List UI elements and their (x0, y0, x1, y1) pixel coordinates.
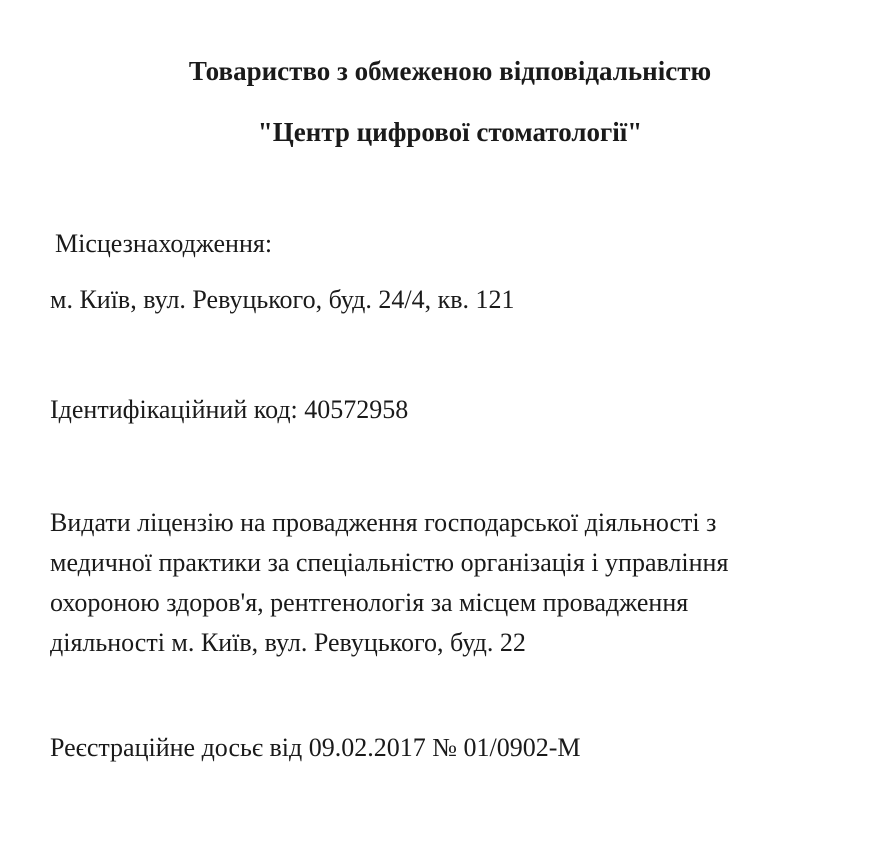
company-name-heading: "Центр цифрової стоматології" (257, 117, 643, 147)
location-label: Місцезнаходження: (55, 229, 273, 258)
license-line: охороною здоров'я, рентгенологія за місцем провадження (50, 588, 689, 617)
identification-code: Ідентифікаційний код: 40572958 (50, 395, 409, 424)
location-value: м. Київ, вул. Ревуцького, буд. 24/4, кв. 121 (50, 285, 515, 314)
license-line: медичної практики за спеціальністю організація і управління (50, 548, 729, 577)
license-line: Видати ліцензію на провадження господарської діяльності з (50, 508, 717, 537)
company-type-heading: Товариство з обмеженою відповідальністю (188, 56, 712, 86)
registration-dossier: Реєстраційне досьє від 09.02.2017 № 01/0902-М (50, 733, 581, 762)
license-paragraph (50, 503, 728, 663)
license-line: діяльності м. Київ, вул. Ревуцького, буд. 22 (50, 628, 526, 657)
